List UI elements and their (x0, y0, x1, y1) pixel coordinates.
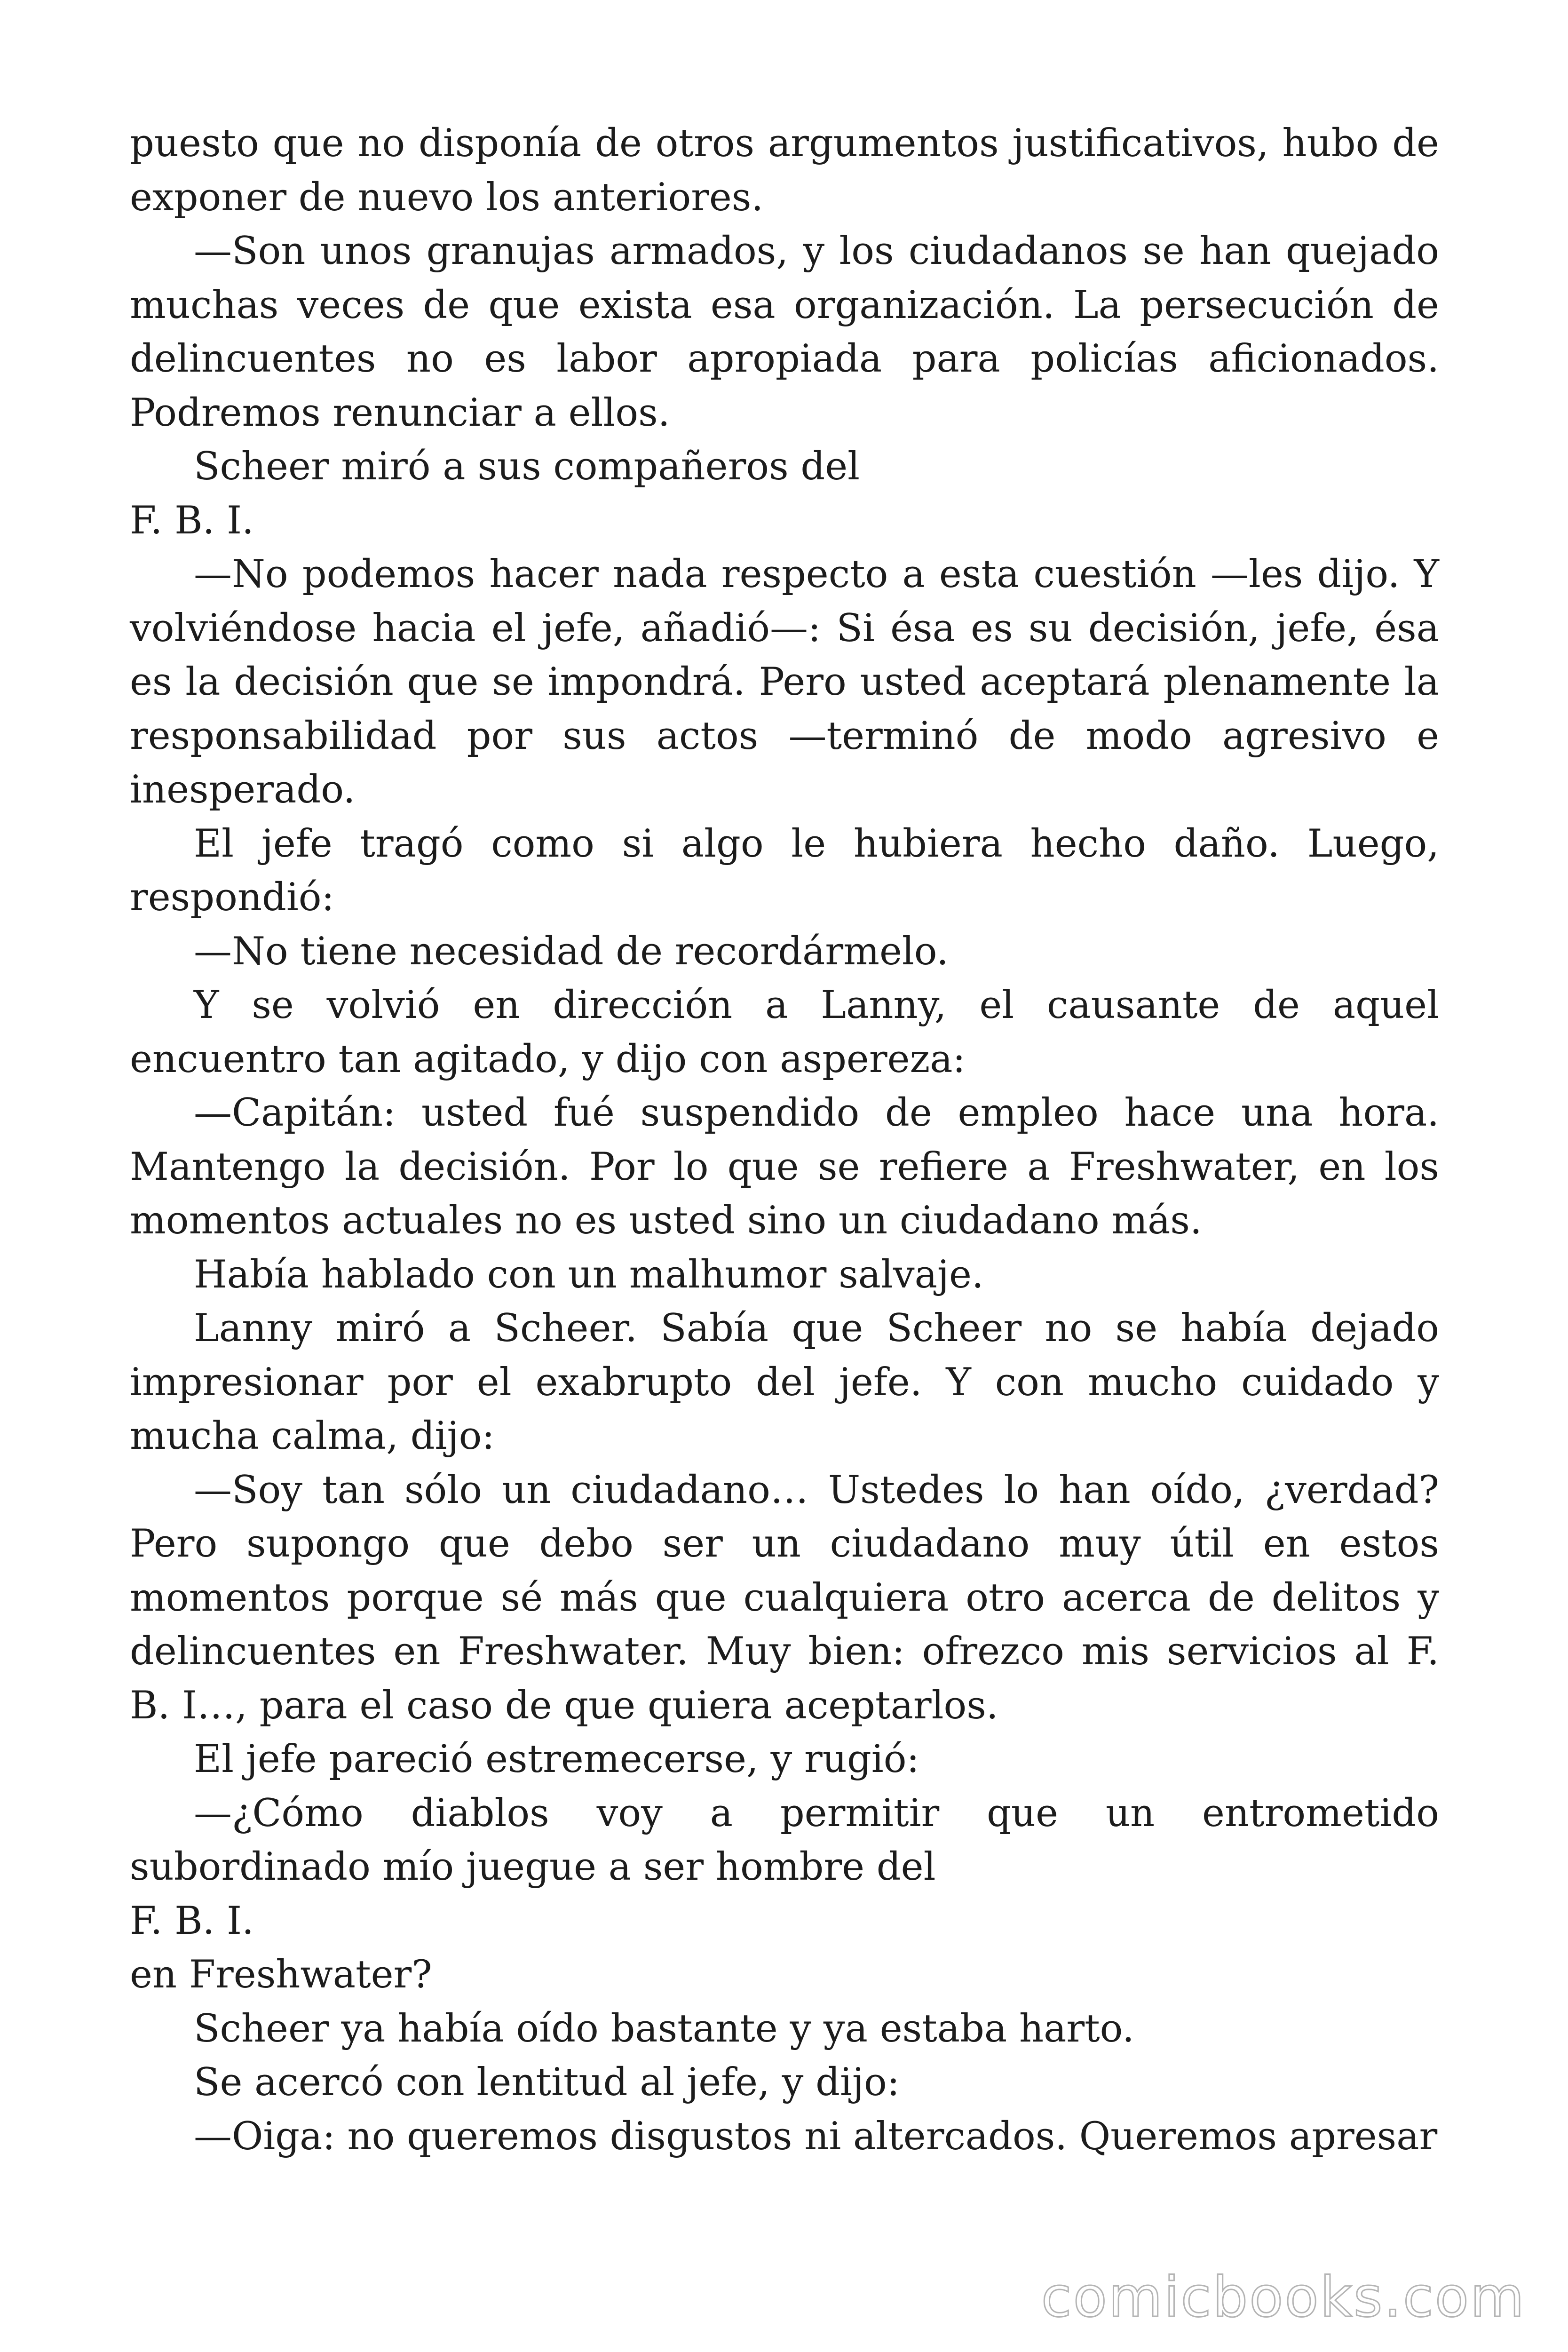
paragraph: El jefe tragó como si algo le hubiera hecho daño. Luego, respondió: (130, 821, 1439, 920)
paragraph: puesto que no disponía de otros argumentos justificativos, hubo de exponer de nuevo los anteriores. (130, 121, 1439, 220)
paragraph: en Freshwater? (130, 1953, 432, 1997)
paragraph: F. B. I. (130, 1899, 254, 1943)
paragraph: F. B. I. (130, 498, 254, 543)
paragraph: Lanny miró a Scheer. Sabía que Scheer no se había dejado impresionar por el exabrupto del jefe. Y con mucho cuidado y mucha calma, dijo: (130, 1306, 1439, 1458)
paragraph: Scheer ya había oído bastante y ya estaba harto. (194, 2006, 1134, 2051)
paragraph: —Capitán: usted fué suspendido de empleo hace una hora. Mantengo la decisión. Por lo que se refiere a Freshwater, en los momentos actuales no es usted sino un ciudadano más. (130, 1091, 1439, 1243)
paragraph: Se acercó con lentitud al jefe, y dijo: (194, 2060, 900, 2105)
paragraph: —Soy tan sólo un ciudadano… Ustedes lo han oído, ¿verdad? Pero supongo que debo ser un ciudadano muy útil en estos momentos porque sé más que cualquiera otro acerca de delitos y delincuentes en Freshwater. Muy bien: ofrezco mis servicios al F. B. I…, para el caso de que quiera aceptarlos. (130, 1468, 1439, 1728)
body-text (130, 117, 1439, 2163)
paragraph: —No podemos hacer nada respecto a esta cuestión —les dijo. Y volviéndose hacia el jefe, añadió—: Si ésa es su decisión, jefe, ésa es la decisión que se impondrá. Pero usted aceptará plenamente la responsabilidad por sus actos —terminó de modo agresivo e inesperado. (130, 552, 1439, 812)
paragraph: Scheer miró a sus compañeros del (194, 445, 860, 489)
paragraph: El jefe pareció estremecerse, y rugió: (194, 1737, 919, 1781)
watermark-logo: comicbooks.com (1041, 2265, 1526, 2329)
paragraph: Y se volvió en dirección a Lanny, el causante de aquel encuentro tan agitado, y dijo con aspereza: (130, 983, 1439, 1081)
paragraph: —Oiga: no queremos disgustos ni altercados. Queremos apresar (194, 2114, 1438, 2159)
paragraph: Había hablado con un malhumor salvaje. (194, 1252, 984, 1297)
paragraph: —Son unos granujas armados, y los ciudadanos se han quejado muchas veces de que exista esa organización. La persecución de delincuentes no es labor apropiada para policías aficionados. Podremos renunciar a ellos. (130, 229, 1439, 435)
paragraph: —¿Cómo diablos voy a permitir que un entrometido subordinado mío juegue a ser hombre del (130, 1791, 1439, 1889)
paragraph: —No tiene necesidad de recordármelo. (194, 929, 949, 974)
